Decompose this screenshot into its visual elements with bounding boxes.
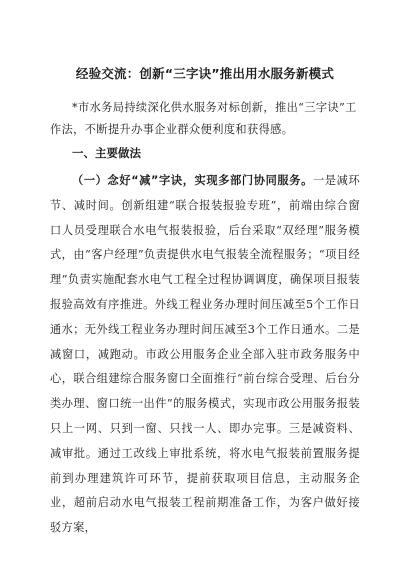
document-title: 经验交流：创新“三字诀”推出用水服务新模式 [75,66,335,81]
subheading: （一）念好“减”字诀，实现多部门协同服务。 [72,174,313,187]
body-text: 一是减环节、减时间。创新组建“联合报装报验专班”，前端由综合窗口人员受理联合水电气报装报验，后台采取“双经理”服务模式，由“客户经理”负责提供水电气报装全流程服务；“项目经理”负责实施配套水电气工程全过程协调调度，确保项目报装报验高效有序推进。外线工程业务办理时间压减至5个工作日通水；无外线工程业务办理时间压减至3个工作日通水。二是减窗口，减跑动。市政公用服务企业全部入驻市政务服务中心，联合组建综合服务窗口全面推行“前台综合受理、后台分类办理、窗口统一出件”的服务模式，实现市政公用服务报装只上一网、只到一窗、只找一人、即办完事。三是减资料、减审批。通过工改线上审批系统，将水电气报装前置服务提前到办理建筑许可环节，提前获取项目信息，主动服务企业，超前启动水电气报装工程前期准备工作，为客户做好接驳方案， [50,174,360,535]
body-paragraph [50,169,360,541]
summary-paragraph: *市水务局持续深化供水服务对标创新，推出“三字诀”工作法，不断提升办事企业群众便利度和获得感。 [50,101,357,136]
section-heading: 一、主要做法 [72,146,141,160]
